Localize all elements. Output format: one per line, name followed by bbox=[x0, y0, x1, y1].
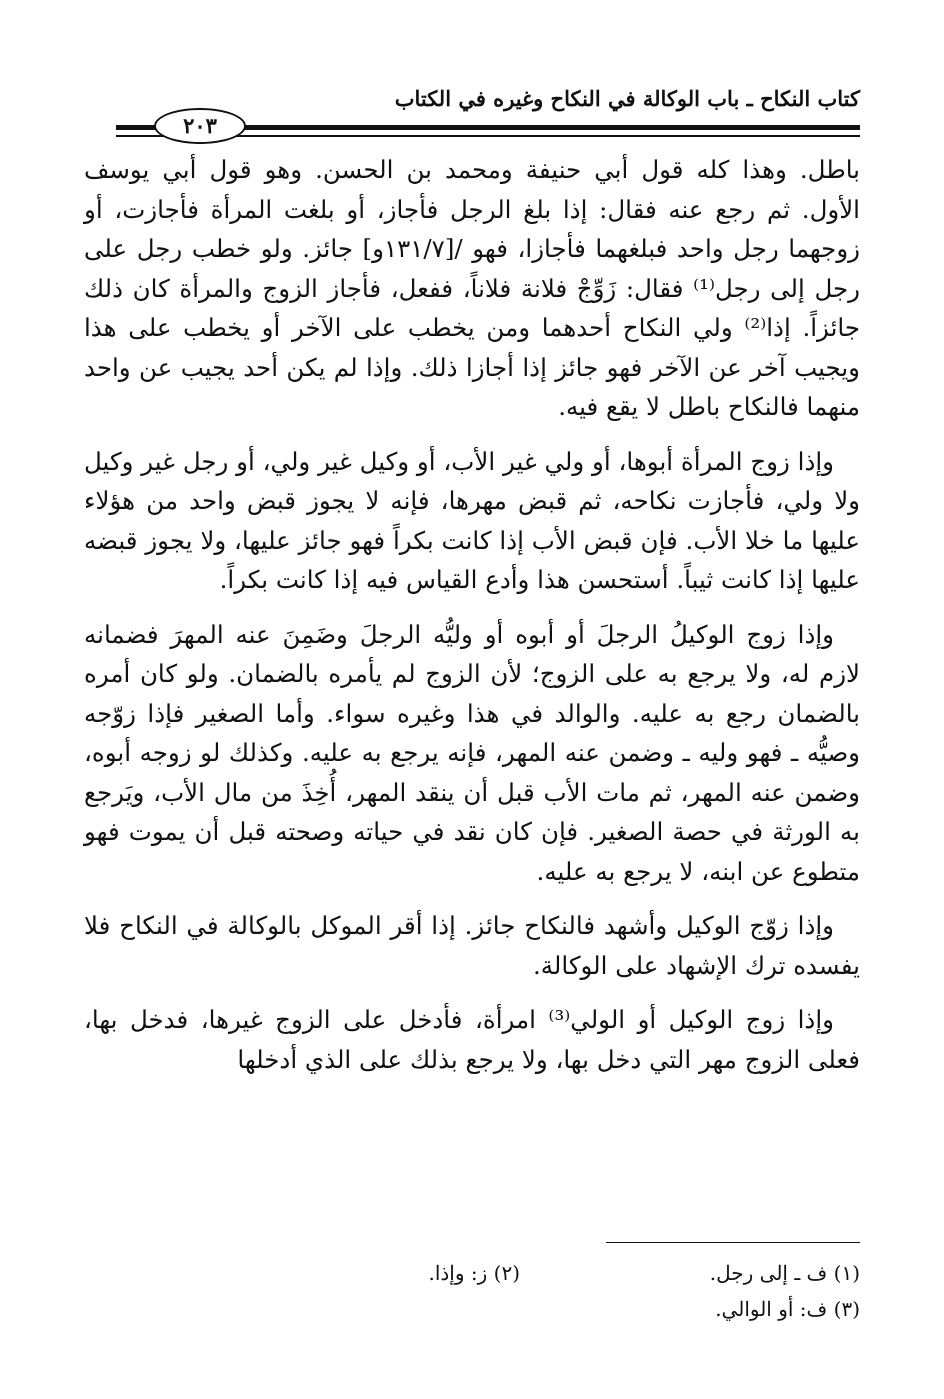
paragraph: وإذا زوج الوكيل أو الولي⁽³⁾ امرأة، فأدخل على الزوج غيرها، فدخل بها، فعلى الزوج مهر التي دخل بها، ولا يرجع بذلك على الذي أدخلها bbox=[84, 1005, 860, 1074]
footnote-row bbox=[84, 1291, 860, 1327]
footnote-2: (٢) ز: وإذا. bbox=[428, 1261, 520, 1285]
footnote-row bbox=[84, 1255, 860, 1291]
footnote-1: (١) ف ـ إلى رجل. bbox=[709, 1261, 860, 1285]
running-title: كتاب النكاح ـ باب الوكالة في النكاح وغيره في الكتاب bbox=[394, 86, 860, 111]
paragraph: وإذا زوّج الوكيل وأشهد فالنكاح جائز. إذا أقر الموكل بالوكالة في النكاح فلا يفسده ترك الإشهاد على الوكالة. bbox=[84, 911, 860, 980]
footnote-3: (٣) ف: أو الوالي. bbox=[715, 1297, 860, 1321]
paragraph: وإذا زوج المرأة أبوها، أو ولي غير الأب، أو وكيل غير ولي، أو رجل غير وكيل ولا ولي، فأجازت نكاحه، ثم قبض مهرها، فإنه لا يجوز قبض واحد من هؤلاء عليها ما خلا الأب. فإن قبض الأب إذا كانت بكراً فهو جائز عليها، ولا يجوز قبضه عليها إذا كانت ثيباً. أستحسن هذا وأدع القياس فيه إذا كانت بكراً. bbox=[84, 446, 860, 594]
body-text bbox=[84, 150, 860, 1094]
paragraph: وإذا زوج الوكيلُ الرجلَ أو أبوه أو وليُّه الرجلَ وضَمِنَ عنه المهرَ فضمانه لازم له، ولا يرجع به على الزوج؛ لأن الزوج لم يأمره بالضمان. ولو كان أمره بالضمان رجع به عليه. والوالد في هذا وغيره سواء. وأما الصغير فإذا زوّجه وصيُّه ـ فهو وليه ـ وضمن عنه المهر، فإنه يرجع به عليه. وكذلك لو زوجه أبوه، وضمن عنه المهر، ثم مات الأب قبل أن ينقد المهر، أُخِذَ من مال الأب، ويَرجع به الورثة في حصة الصغير. فإن كان نقد في حياته وصحته قبل أن يموت فهو متطوع عن ابنه، لا يرجع به عليه. bbox=[84, 619, 860, 886]
footnote-rule bbox=[606, 1242, 860, 1243]
footnotes bbox=[84, 1255, 860, 1327]
paragraph: باطل. وهذا كله قول أبي حنيفة ومحمد بن الحسن. وهو قول أبي يوسف الأول. ثم رجع عنه فقال: إذا بلغ الرجل فأجاز، أو بلغت المرأة فأجازت، أو زوجهما رجل واحد فبلغهما فأجازا، فهو /[١٣١/٧و] جائز. ولو خطب رجل على رجل إلى رجل⁽¹⁾ فقال: زَوِّجْ فلانة فلاناً، ففعل، فأجاز الزوج والمرأة كان ذلك جائزاً. إذا⁽²⁾ ولي النكاح أحدهما ومن يخطب على الآخر أو يخطب على هذا ويجيب آخر عن الآخر فهو جائز إذا أجازا ذلك. وإذا لم يكن أحد يجيب عن واحد منهما فالنكاح باطل لا يقع فيه. bbox=[84, 155, 860, 421]
page-number: ٢٠٣ bbox=[154, 108, 246, 144]
